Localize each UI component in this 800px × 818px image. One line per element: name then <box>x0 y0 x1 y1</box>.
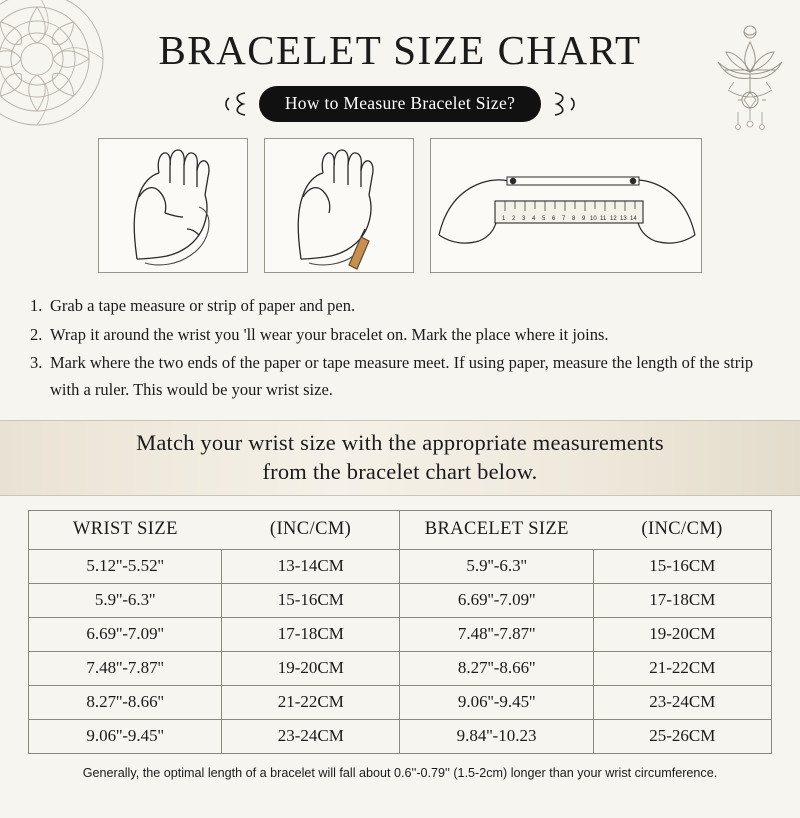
svg-text:9: 9 <box>582 216 586 222</box>
cell-wrist-cm: 15-16CM <box>222 583 400 617</box>
column-header-bracelet-size: BRACELET SIZE <box>400 510 593 549</box>
svg-text:4: 4 <box>532 216 536 222</box>
table-header-row <box>29 510 772 549</box>
match-banner <box>0 420 800 496</box>
svg-text:8: 8 <box>572 216 576 222</box>
cell-wrist-size: 5.12''-5.52'' <box>29 549 222 583</box>
hand-marking-paper-illustration <box>264 138 414 273</box>
svg-text:3: 3 <box>522 216 526 222</box>
svg-text:1: 1 <box>502 216 506 222</box>
table-row <box>29 617 772 651</box>
svg-text:2: 2 <box>512 216 516 222</box>
cell-wrist-cm: 17-18CM <box>222 617 400 651</box>
cell-wrist-cm: 23-24CM <box>222 719 400 753</box>
subtitle-pill: How to Measure Bracelet Size? <box>259 86 541 122</box>
column-header-wrist-size: WRIST SIZE <box>29 510 222 549</box>
illustration-row <box>0 138 800 273</box>
cell-bracelet-cm: 19-20CM <box>593 617 771 651</box>
step-text: Wrap it around the wrist you 'll wear your bracelet on. Mark the place where it joins. <box>50 324 609 344</box>
step-number: 2. <box>30 324 43 344</box>
cell-wrist-size: 7.48''-7.87'' <box>29 651 222 685</box>
cell-wrist-size: 8.27''-8.66'' <box>29 685 222 719</box>
table-row <box>29 685 772 719</box>
cell-wrist-cm: 19-20CM <box>222 651 400 685</box>
svg-text:11: 11 <box>600 216 607 222</box>
left-flourish-icon <box>223 89 249 119</box>
step-number: 3. <box>30 353 43 373</box>
step-text: Mark where the two ends of the paper or tape measure meet. If using paper, measure the length of the strip with a ruler. This would be your wrist size. <box>50 353 754 400</box>
cell-bracelet-size: 9.06''-9.45'' <box>400 685 593 719</box>
column-header-wrist-units: (INC/CM) <box>222 510 400 549</box>
column-header-bracelet-units: (INC/CM) <box>593 510 771 549</box>
svg-text:13: 13 <box>620 216 627 222</box>
table-row <box>29 719 772 753</box>
cell-bracelet-size: 7.48''-7.87'' <box>400 617 593 651</box>
cell-bracelet-cm: 21-22CM <box>593 651 771 685</box>
list-item <box>30 350 774 403</box>
footnote: Generally, the optimal length of a bracelet will fall about 0.6''-0.79'' (1.5-2cm) longer than your wrist circumference. <box>82 765 718 780</box>
table-row <box>29 549 772 583</box>
cell-bracelet-size: 8.27''-8.66'' <box>400 651 593 685</box>
cell-bracelet-size: 5.9''-6.3'' <box>400 549 593 583</box>
size-table-wrap <box>28 510 772 754</box>
page-title: BRACELET SIZE CHART <box>158 27 642 73</box>
cell-bracelet-cm: 15-16CM <box>593 549 771 583</box>
cell-wrist-size: 5.9''-6.3'' <box>29 583 222 617</box>
svg-text:10: 10 <box>590 216 597 222</box>
list-item <box>30 293 774 320</box>
svg-text:12: 12 <box>610 216 617 222</box>
table-row <box>29 651 772 685</box>
table-row <box>29 583 772 617</box>
cell-bracelet-size: 9.84''-10.23 <box>400 719 593 753</box>
right-flourish-icon <box>551 89 577 119</box>
svg-text:14: 14 <box>630 216 637 222</box>
cell-bracelet-size: 6.69''-7.09'' <box>400 583 593 617</box>
bracelet-size-table <box>28 510 772 754</box>
list-item <box>30 322 774 349</box>
cell-wrist-size: 6.69''-7.09'' <box>29 617 222 651</box>
cell-wrist-cm: 13-14CM <box>222 549 400 583</box>
svg-text:5: 5 <box>542 216 546 222</box>
banner-line-2: from the bracelet chart below. <box>262 458 538 484</box>
step-text: Grab a tape measure or strip of paper and pen. <box>50 296 356 315</box>
cell-wrist-cm: 21-22CM <box>222 685 400 719</box>
banner-line-1: Match your wrist size with the appropriate measurements <box>136 430 664 456</box>
hand-with-tape-measure-illustration <box>98 138 248 273</box>
cell-bracelet-cm: 17-18CM <box>593 583 771 617</box>
steps-list <box>30 293 774 404</box>
cell-wrist-size: 9.06''-9.45'' <box>29 719 222 753</box>
step-number: 1. <box>30 296 43 315</box>
cell-bracelet-cm: 23-24CM <box>593 685 771 719</box>
subtitle-row <box>0 86 800 122</box>
svg-text:6: 6 <box>552 216 556 222</box>
svg-text:7: 7 <box>562 216 566 222</box>
ruler-measuring-strip-illustration <box>430 138 702 273</box>
cell-bracelet-cm: 25-26CM <box>593 719 771 753</box>
